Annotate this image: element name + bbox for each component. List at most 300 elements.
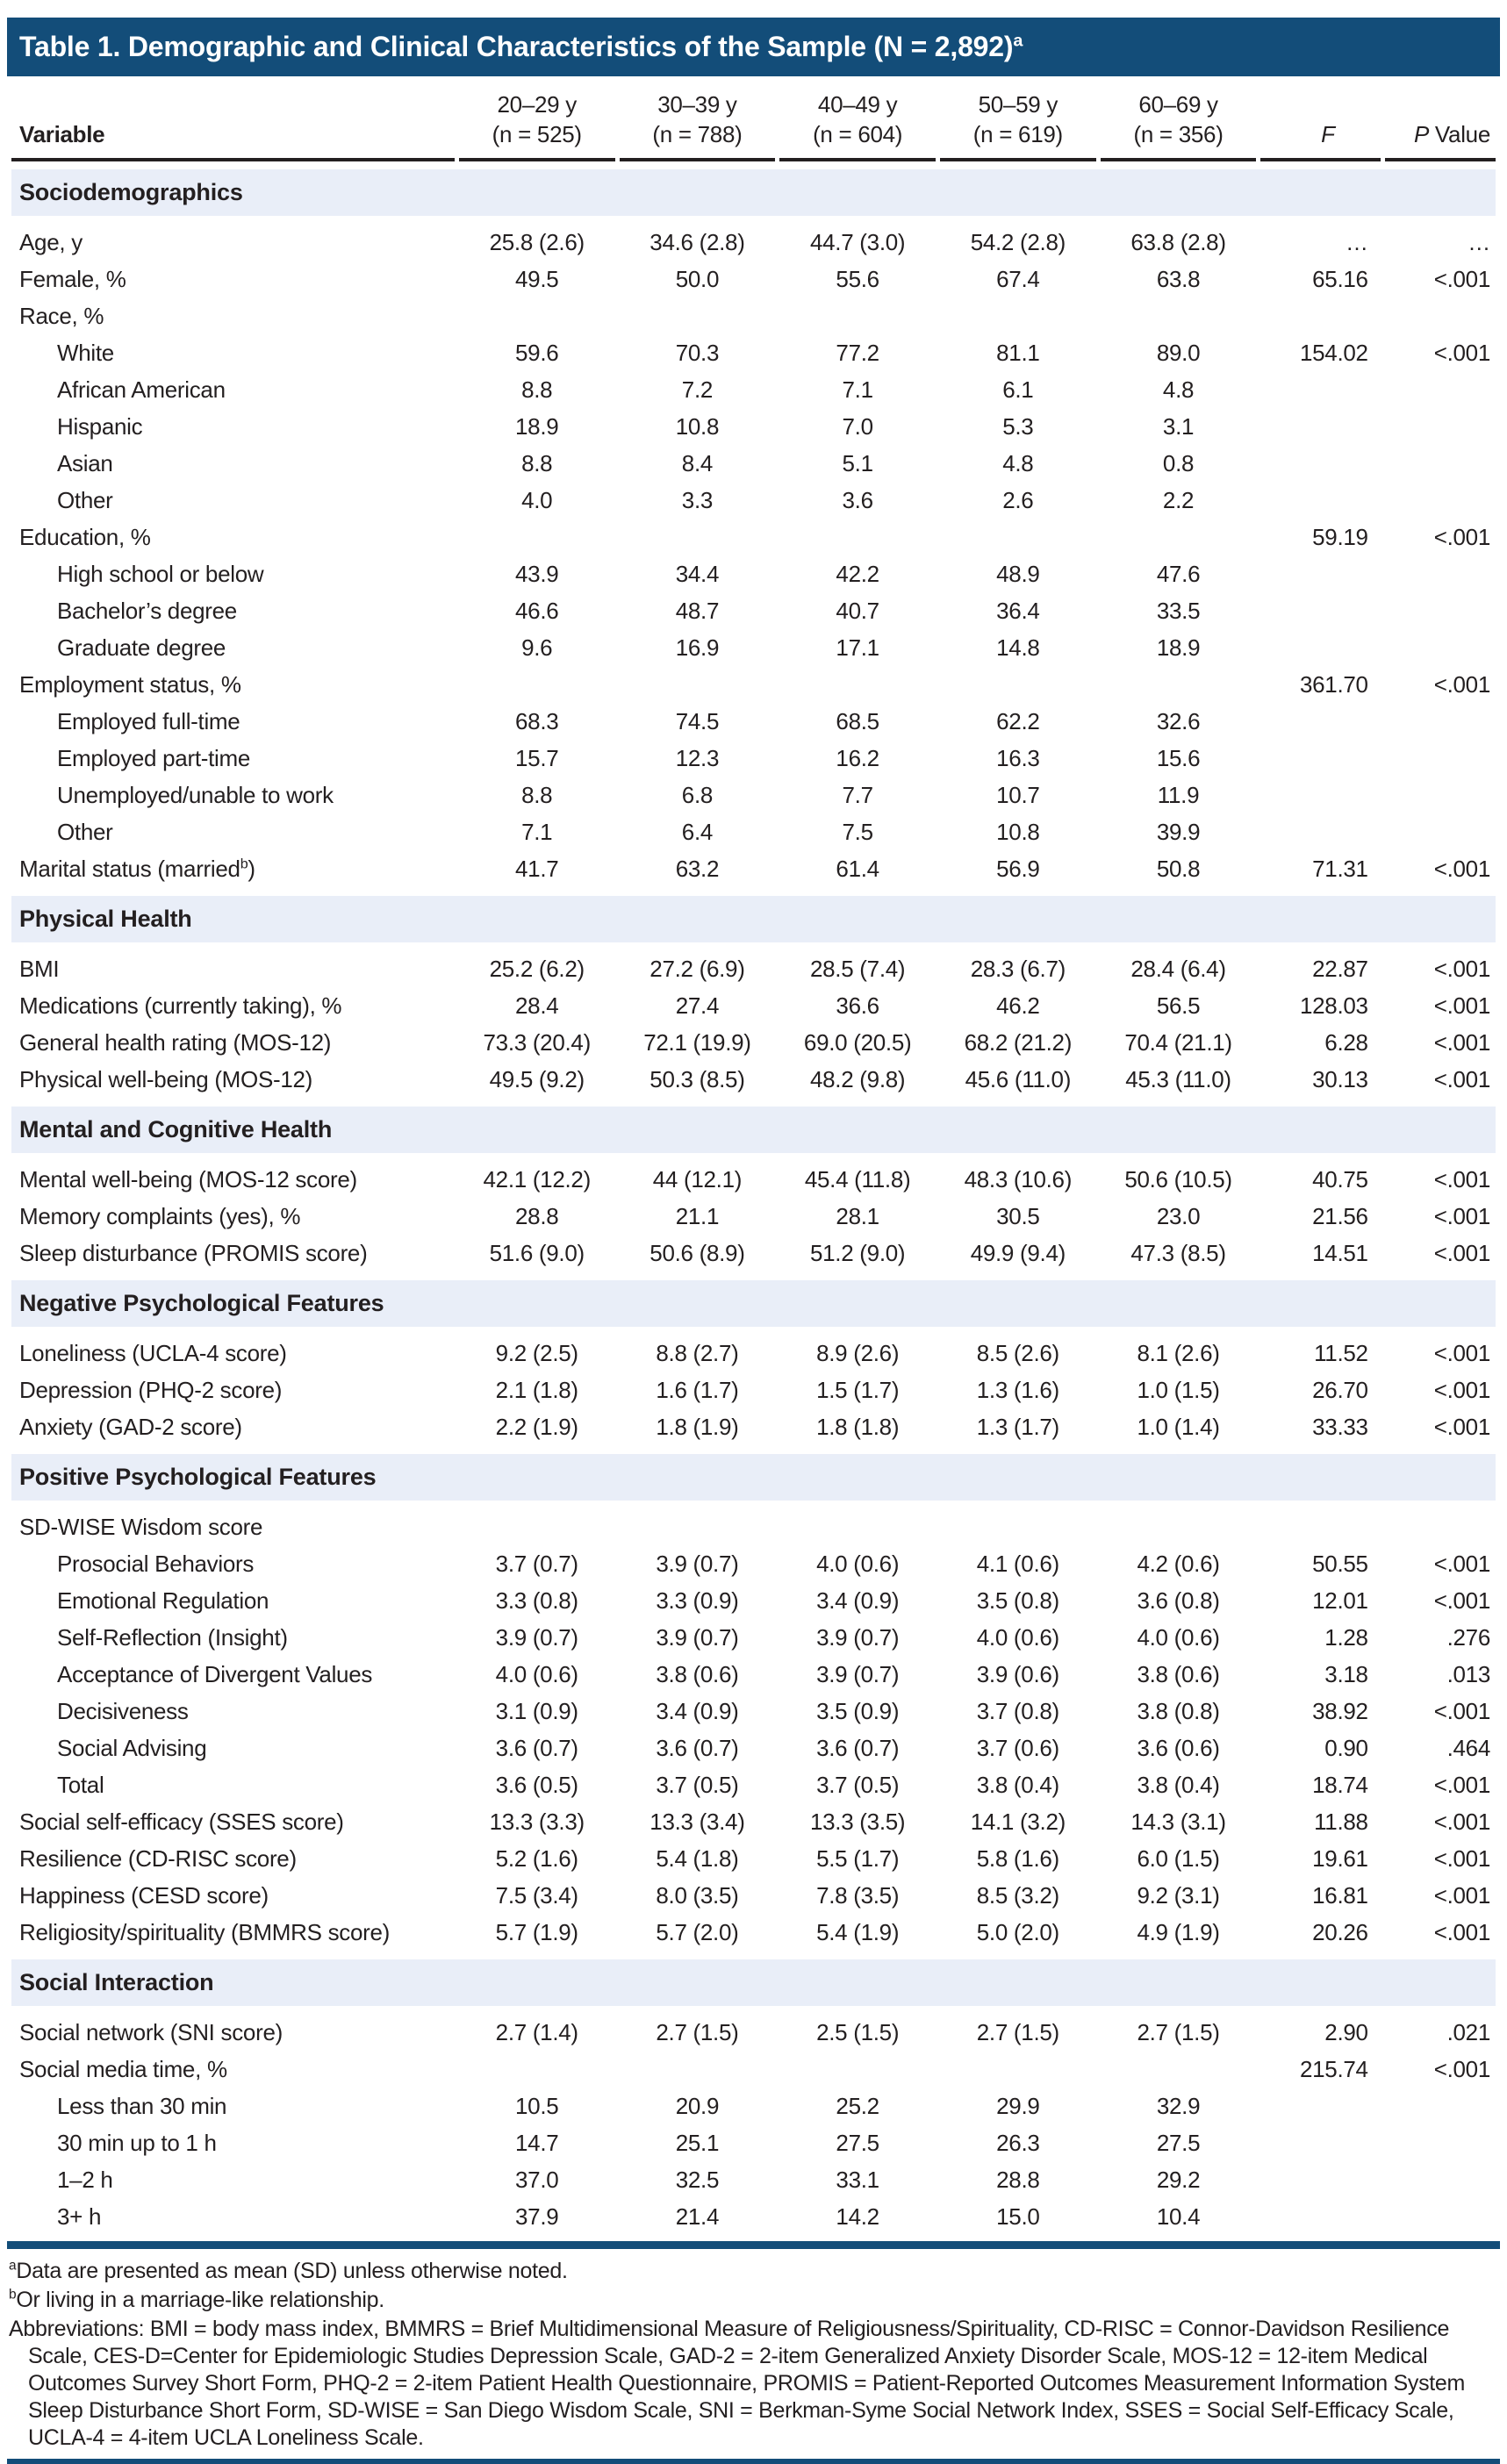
f-statistic-cell bbox=[1260, 593, 1380, 630]
value-cell: 3.7 (0.7) bbox=[495, 1550, 578, 1577]
p-value-cell bbox=[1385, 446, 1496, 483]
value-cell: 68.5 bbox=[836, 707, 879, 734]
row-label: Female, % bbox=[19, 265, 126, 292]
value-cell: 4.0 (0.6) bbox=[816, 1550, 900, 1577]
table-row bbox=[11, 593, 1496, 630]
value-cell: 8.9 (2.6) bbox=[816, 1339, 900, 1366]
row-label: Self-Reflection (Insight) bbox=[57, 1623, 288, 1651]
section-label: Negative Psychological Features bbox=[11, 1272, 1496, 1336]
f-statistic-cell bbox=[1260, 483, 1380, 519]
table-title: Table 1. Demographic and Clinical Characteristics of the Sample (N = 2,892)$^a$ bbox=[19, 31, 1023, 62]
p-italic: P bbox=[1413, 120, 1429, 147]
value-cell: 21.1 bbox=[675, 1202, 720, 1229]
row-label: Graduate degree bbox=[57, 634, 226, 661]
value-cell: 51.2 (9.0) bbox=[809, 1239, 906, 1266]
f-statistic-cell: 19.61 bbox=[1312, 1844, 1368, 1872]
value-cell: 36.6 bbox=[836, 992, 879, 1019]
p-value-cell: <.001 bbox=[1433, 1376, 1490, 1403]
value-cell: 3.6 (0.7) bbox=[816, 1734, 900, 1761]
value-cell: 16.2 bbox=[836, 744, 879, 771]
row-label: Bachelor’s degree bbox=[57, 597, 237, 624]
row-label: Decisiveness bbox=[57, 1697, 189, 1724]
section-row bbox=[11, 161, 1496, 225]
f-statistic-cell bbox=[1260, 372, 1380, 409]
table-bottom-rule bbox=[7, 2241, 1500, 2249]
value-cell: 14.7 bbox=[515, 2129, 559, 2156]
value-cell: 41.7 bbox=[515, 855, 559, 882]
value-cell: 5.7 (2.0) bbox=[656, 1918, 739, 1945]
p-value-cell: <.001 bbox=[1433, 1808, 1490, 1835]
f-statistic-cell: … bbox=[1346, 228, 1368, 255]
value-cell: 54.2 (2.8) bbox=[970, 228, 1066, 255]
table-row bbox=[11, 1372, 1496, 1409]
table-row bbox=[11, 667, 1496, 704]
age-range-label: 30–39 y bbox=[657, 91, 737, 118]
value-cell: 29.9 bbox=[996, 2092, 1040, 2119]
p-value-cell bbox=[1385, 704, 1496, 741]
p-value-cell: <.001 bbox=[1433, 670, 1490, 698]
table-row bbox=[11, 2162, 1496, 2199]
table-row bbox=[11, 446, 1496, 483]
f-statistic-cell: 21.56 bbox=[1312, 1202, 1368, 1229]
value-cell: 10.8 bbox=[675, 412, 720, 440]
table-title-bar bbox=[7, 18, 1500, 76]
value-cell: 42.1 (12.2) bbox=[483, 1165, 591, 1193]
value-cell: 70.3 bbox=[675, 339, 720, 366]
value-cell: 2.7 (1.5) bbox=[976, 2018, 1059, 2045]
value-cell: 3.6 (0.6) bbox=[1137, 1734, 1220, 1761]
value-cell: 10.8 bbox=[996, 818, 1040, 845]
value-cell: 45.6 (11.0) bbox=[965, 1065, 1072, 1092]
value-cell: 32.6 bbox=[1156, 707, 1201, 734]
value-cell: 3.7 (0.6) bbox=[976, 1734, 1059, 1761]
f-statistic-cell: 38.92 bbox=[1312, 1697, 1368, 1724]
p-value-cell bbox=[1385, 630, 1496, 667]
value-cell: 29.2 bbox=[1156, 2166, 1201, 2193]
value-cell: 51.6 (9.0) bbox=[489, 1239, 585, 1266]
value-cell: 8.8 bbox=[521, 376, 553, 403]
row-label: 30 min up to 1 h bbox=[57, 2129, 217, 2156]
value-cell: 13.3 (3.5) bbox=[809, 1808, 906, 1835]
p-value-cell: <.001 bbox=[1433, 1844, 1490, 1872]
value-cell: 59.6 bbox=[515, 339, 559, 366]
value-cell: 3.7 (0.5) bbox=[816, 1771, 900, 1798]
value-cell: 1.0 (1.4) bbox=[1137, 1413, 1220, 1440]
value-cell: 3.6 bbox=[842, 486, 873, 513]
table-row bbox=[11, 1620, 1496, 1657]
value-cell: 32.5 bbox=[675, 2166, 720, 2193]
row-label: Prosocial Behaviors bbox=[57, 1550, 255, 1577]
value-cell: 2.7 (1.4) bbox=[495, 2018, 578, 2045]
value-cell: 3.8 (0.8) bbox=[1137, 1697, 1220, 1724]
value-cell: 3.4 (0.9) bbox=[816, 1587, 900, 1614]
f-statistic-cell: 12.01 bbox=[1312, 1587, 1368, 1614]
value-cell: 3.7 (0.8) bbox=[976, 1697, 1059, 1724]
value-cell: 3.9 (0.6) bbox=[976, 1660, 1059, 1687]
p-value-cell: … bbox=[1468, 228, 1490, 255]
table-row bbox=[11, 1694, 1496, 1730]
footnote-abbreviations: Abbreviations: BMI = body mass index, BMMRS = Brief Multidimensional Measure of Religiousness/Spirituality, CD-RISC = Connor-Davidson Resilience Scale, CES-D=Center for Epidemiologic Studies Depression Scale, GAD-2 = 2-item Generalized Anxiety Disorder Scale, MOS-12 = 12-item Medical Outcomes Survey Short Form, PHQ-2 = 2-item Patient Health Questionnaire, PROMIS = Patient-Reported Outcomes Measurement Information System Sleep Disturbance Short Form, SD-WISE = San Diego Wisdom Scale, SNI = Berkman-Syme Social Network Index, SSES = Social Self-Efficacy Scale, UCLA-4 = 4-item UCLA Loneliness Scale. bbox=[9, 2316, 1466, 2450]
value-cell: 6.8 bbox=[681, 781, 714, 808]
value-cell: 8.5 (3.2) bbox=[976, 1881, 1059, 1909]
value-cell: 69.0 (20.5) bbox=[803, 1028, 912, 1056]
table-row bbox=[11, 704, 1496, 741]
value-cell: 15.0 bbox=[996, 2203, 1040, 2230]
value-cell: 63.8 bbox=[1156, 265, 1201, 292]
p-value-cell: <.001 bbox=[1433, 1165, 1490, 1193]
table-row bbox=[11, 409, 1496, 446]
value-cell: 89.0 bbox=[1156, 339, 1201, 366]
value-cell: 1.8 (1.8) bbox=[816, 1413, 900, 1440]
table-row bbox=[11, 298, 1496, 335]
age-range-label: 50–59 y bbox=[978, 91, 1058, 118]
value-cell: 47.3 (8.5) bbox=[1130, 1239, 1226, 1266]
value-cell: 5.8 (1.6) bbox=[976, 1844, 1059, 1872]
value-cell: 25.2 (6.2) bbox=[489, 955, 585, 982]
f-statistic-cell bbox=[1260, 2199, 1380, 2236]
value-cell: 5.4 (1.8) bbox=[656, 1844, 739, 1872]
p-value-cell: <.001 bbox=[1433, 1550, 1490, 1577]
value-cell: 1.5 (1.7) bbox=[816, 1376, 900, 1403]
value-cell: 3.8 (0.4) bbox=[1137, 1771, 1220, 1798]
table-row bbox=[11, 483, 1496, 519]
table-row bbox=[11, 519, 1496, 556]
value-cell: 3.3 (0.9) bbox=[656, 1587, 739, 1614]
p-value-cell: .276 bbox=[1446, 1623, 1490, 1651]
table-row bbox=[11, 1546, 1496, 1583]
table-row bbox=[11, 1025, 1496, 1062]
value-cell: 3.8 (0.6) bbox=[1137, 1660, 1220, 1687]
value-cell: 43.9 bbox=[515, 560, 559, 587]
value-cell: 3.5 (0.8) bbox=[976, 1587, 1059, 1614]
value-cell: 13.3 (3.3) bbox=[489, 1808, 585, 1835]
value-cell: 56.5 bbox=[1156, 992, 1201, 1019]
value-cell bbox=[940, 2052, 1096, 2088]
row-label: Happiness (CESD score) bbox=[19, 1881, 269, 1909]
value-cell: 27.2 (6.9) bbox=[649, 955, 745, 982]
table-row bbox=[11, 630, 1496, 667]
footnote-b: $^b$Or living in a marriage-like relationship. bbox=[9, 2287, 384, 2312]
f-statistic-cell: 11.88 bbox=[1314, 1808, 1368, 1835]
value-cell: 5.5 (1.7) bbox=[816, 1844, 900, 1872]
table-body bbox=[11, 161, 1496, 2236]
value-cell: 3.9 (0.7) bbox=[656, 1623, 739, 1651]
value-cell: 50.0 bbox=[675, 265, 720, 292]
table-row bbox=[11, 2052, 1496, 2088]
value-cell: 37.0 bbox=[515, 2166, 559, 2193]
p-value-cell bbox=[1385, 556, 1496, 593]
f-statistic-cell: 40.75 bbox=[1312, 1165, 1368, 1193]
f-statistic-cell bbox=[1260, 741, 1380, 777]
value-cell: 72.1 (19.9) bbox=[643, 1028, 751, 1056]
value-cell bbox=[940, 298, 1096, 335]
value-cell: 16.3 bbox=[996, 744, 1040, 771]
value-cell bbox=[620, 519, 776, 556]
value-cell: 81.1 bbox=[996, 339, 1040, 366]
table-row bbox=[11, 556, 1496, 593]
value-cell: 7.1 bbox=[842, 376, 873, 403]
column-header-age-50-59 bbox=[940, 76, 1096, 161]
value-cell: 7.8 (3.5) bbox=[816, 1881, 900, 1909]
value-cell: 33.5 bbox=[1156, 597, 1201, 624]
table-row bbox=[11, 1199, 1496, 1236]
value-cell: 8.5 (2.6) bbox=[976, 1339, 1059, 1366]
value-cell: 1.0 (1.5) bbox=[1137, 1376, 1220, 1403]
value-cell: 63.8 (2.8) bbox=[1130, 228, 1226, 255]
value-cell: 7.5 (3.4) bbox=[495, 1881, 578, 1909]
row-label: Acceptance of Divergent Values bbox=[57, 1660, 373, 1687]
value-cell bbox=[459, 1509, 615, 1546]
row-label: High school or below bbox=[57, 560, 264, 587]
value-cell: 68.2 (21.2) bbox=[964, 1028, 1073, 1056]
p-value-cell bbox=[1385, 814, 1496, 851]
sample-size-label: (n = 525) bbox=[492, 120, 582, 147]
section-row bbox=[11, 1446, 1496, 1509]
age-range-label: 60–69 y bbox=[1138, 91, 1218, 118]
value-cell bbox=[459, 298, 615, 335]
f-statistic-cell: 154.02 bbox=[1299, 339, 1368, 366]
value-cell bbox=[620, 1509, 776, 1546]
f-statistic-cell: 30.13 bbox=[1312, 1065, 1368, 1092]
value-cell: 25.8 (2.6) bbox=[489, 228, 585, 255]
row-label: SD-WISE Wisdom score bbox=[19, 1513, 263, 1540]
value-cell: 2.5 (1.5) bbox=[816, 2018, 900, 2045]
table-row bbox=[11, 741, 1496, 777]
value-cell: 2.1 (1.8) bbox=[495, 1376, 578, 1403]
value-cell: 3.6 (0.8) bbox=[1137, 1587, 1220, 1614]
value-cell: 61.4 bbox=[836, 855, 879, 882]
p-value-cell: <.001 bbox=[1433, 955, 1490, 982]
value-cell: 1.3 (1.7) bbox=[976, 1413, 1059, 1440]
p-value-cell: <.001 bbox=[1433, 1065, 1490, 1092]
value-cell: 25.2 bbox=[836, 2092, 879, 2119]
table-row bbox=[11, 2199, 1496, 2236]
row-label: Asian bbox=[57, 449, 113, 476]
value-cell bbox=[459, 519, 615, 556]
value-cell: 3.6 (0.5) bbox=[495, 1771, 578, 1798]
value-cell: 44 (12.1) bbox=[652, 1165, 743, 1193]
value-cell bbox=[779, 667, 936, 704]
row-label: Emotional Regulation bbox=[57, 1587, 269, 1614]
value-cell: 27.5 bbox=[1156, 2129, 1201, 2156]
p-value-cell bbox=[1385, 298, 1496, 335]
f-statistic-cell: 71.31 bbox=[1312, 855, 1368, 882]
table-row bbox=[11, 988, 1496, 1025]
value-cell: 14.1 (3.2) bbox=[970, 1808, 1066, 1835]
value-cell: 2.7 (1.5) bbox=[656, 2018, 739, 2045]
p-value-cell: <.001 bbox=[1433, 2055, 1490, 2082]
value-cell: 48.9 bbox=[996, 560, 1040, 587]
row-label: Other bbox=[57, 486, 113, 513]
p-rest: Value bbox=[1429, 120, 1490, 147]
value-cell: 4.0 (0.6) bbox=[1137, 1623, 1220, 1651]
value-cell: 5.4 (1.9) bbox=[816, 1918, 900, 1945]
f-statistic-cell bbox=[1260, 409, 1380, 446]
value-cell: 3.8 (0.6) bbox=[656, 1660, 739, 1687]
sample-size-label: (n = 619) bbox=[972, 120, 1063, 147]
value-cell: 8.8 bbox=[521, 449, 553, 476]
value-cell: 49.5 bbox=[515, 265, 559, 292]
p-value-cell: <.001 bbox=[1433, 1239, 1490, 1266]
value-cell: 15.7 bbox=[515, 744, 559, 771]
value-cell: 14.2 bbox=[836, 2203, 879, 2230]
value-cell: 32.9 bbox=[1156, 2092, 1201, 2119]
value-cell: 3.1 bbox=[1162, 412, 1195, 440]
f-statistic-cell bbox=[1260, 556, 1380, 593]
row-label: Race, % bbox=[19, 302, 104, 329]
value-cell: 3.3 (0.8) bbox=[495, 1587, 578, 1614]
row-label: Marital status (married$^b$) bbox=[19, 855, 255, 882]
value-cell: 7.7 bbox=[842, 781, 873, 808]
value-cell: 28.5 (7.4) bbox=[809, 955, 906, 982]
value-cell: 49.9 (9.4) bbox=[970, 1239, 1066, 1266]
sample-size-label: (n = 604) bbox=[813, 120, 903, 147]
section-label: Sociodemographics bbox=[11, 161, 1496, 225]
row-label: Medications (currently taking), % bbox=[19, 992, 342, 1019]
row-label: Less than 30 min bbox=[57, 2092, 227, 2119]
f-statistic-cell: 3.18 bbox=[1324, 1660, 1368, 1687]
value-cell bbox=[620, 298, 776, 335]
column-header-age-40-49 bbox=[779, 76, 936, 161]
row-label: Depression (PHQ-2 score) bbox=[19, 1376, 283, 1403]
table-row bbox=[11, 777, 1496, 814]
sample-size-label: (n = 356) bbox=[1133, 120, 1224, 147]
value-cell: 62.2 bbox=[996, 707, 1040, 734]
value-cell: 34.6 (2.8) bbox=[649, 228, 745, 255]
value-cell bbox=[620, 2052, 776, 2088]
value-cell: 2.2 (1.9) bbox=[495, 1413, 578, 1440]
table-row bbox=[11, 1767, 1496, 1804]
table-row bbox=[11, 1878, 1496, 1915]
value-cell: 55.6 bbox=[836, 265, 879, 292]
table-row bbox=[11, 1509, 1496, 1546]
table-row bbox=[11, 1336, 1496, 1372]
table-row bbox=[11, 261, 1496, 298]
f-statistic-cell: 65.16 bbox=[1312, 265, 1368, 292]
f-statistic-cell: 0.90 bbox=[1324, 1734, 1368, 1761]
value-cell: 70.4 (21.1) bbox=[1124, 1028, 1232, 1056]
f-statistic-cell bbox=[1260, 2088, 1380, 2125]
value-cell: 27.4 bbox=[675, 992, 720, 1019]
f-statistic-cell bbox=[1260, 2162, 1380, 2199]
value-cell bbox=[459, 2052, 615, 2088]
value-cell: 14.8 bbox=[996, 634, 1040, 661]
row-label: Employment status, % bbox=[19, 670, 241, 698]
p-value-cell: <.001 bbox=[1433, 1881, 1490, 1909]
column-header-variable: Variable bbox=[11, 76, 455, 161]
f-statistic-cell: 1.28 bbox=[1324, 1623, 1368, 1651]
table-row bbox=[11, 814, 1496, 851]
value-cell: 2.7 (1.5) bbox=[1137, 2018, 1220, 2045]
value-cell: 3.9 (0.7) bbox=[495, 1623, 578, 1651]
value-cell: 28.8 bbox=[515, 1202, 559, 1229]
value-cell: 2.2 bbox=[1162, 486, 1195, 513]
value-cell: 7.1 bbox=[521, 818, 553, 845]
value-cell bbox=[459, 667, 615, 704]
value-cell: 50.6 (8.9) bbox=[649, 1239, 745, 1266]
f-statistic-cell: 26.70 bbox=[1312, 1376, 1368, 1403]
p-value-cell: <.001 bbox=[1433, 1413, 1490, 1440]
value-cell: 4.8 bbox=[1162, 376, 1195, 403]
value-cell: 50.8 bbox=[1156, 855, 1201, 882]
value-cell: 4.0 (0.6) bbox=[495, 1660, 578, 1687]
row-label: Total bbox=[57, 1771, 104, 1798]
value-cell: 3.9 (0.7) bbox=[816, 1660, 900, 1687]
value-cell: 8.4 bbox=[681, 449, 714, 476]
f-statistic-cell: 22.87 bbox=[1312, 955, 1368, 982]
value-cell: 6.0 (1.5) bbox=[1137, 1844, 1220, 1872]
row-label: Resilience (CD-RISC score) bbox=[19, 1844, 297, 1872]
p-value-cell: .021 bbox=[1446, 2018, 1490, 2045]
p-value-cell bbox=[1385, 409, 1496, 446]
value-cell: 12.3 bbox=[675, 744, 720, 771]
f-statistic-cell bbox=[1260, 298, 1380, 335]
value-cell: 5.1 bbox=[842, 449, 873, 476]
row-label: White bbox=[57, 339, 114, 366]
f-statistic-cell bbox=[1260, 630, 1380, 667]
value-cell: 0.8 bbox=[1162, 449, 1195, 476]
row-label: Other bbox=[57, 818, 113, 845]
value-cell: 5.0 (2.0) bbox=[976, 1918, 1059, 1945]
value-cell: 5.7 (1.9) bbox=[495, 1918, 578, 1945]
row-label: Employed part-time bbox=[57, 744, 251, 771]
column-header-age-60-69 bbox=[1101, 76, 1257, 161]
row-label: Education, % bbox=[19, 523, 151, 550]
value-cell: 46.6 bbox=[515, 597, 559, 624]
table-row bbox=[11, 1409, 1496, 1446]
p-value-cell: <.001 bbox=[1433, 1918, 1490, 1945]
value-cell: 28.4 bbox=[515, 992, 559, 1019]
value-cell: 5.2 (1.6) bbox=[495, 1844, 578, 1872]
table-row bbox=[11, 225, 1496, 261]
value-cell: 50.6 (10.5) bbox=[1124, 1165, 1232, 1193]
value-cell bbox=[779, 298, 936, 335]
value-cell: 3.6 (0.7) bbox=[656, 1734, 739, 1761]
row-label: Hispanic bbox=[57, 412, 143, 440]
row-label: Social Advising bbox=[57, 1734, 207, 1761]
row-label: African American bbox=[57, 376, 226, 403]
table-row bbox=[11, 851, 1496, 888]
column-header-f-statistic: F bbox=[1260, 76, 1380, 161]
value-cell: 1.6 (1.7) bbox=[656, 1376, 739, 1403]
table-row bbox=[11, 2088, 1496, 2125]
value-cell: 30.5 bbox=[996, 1202, 1040, 1229]
value-cell: 5.3 bbox=[1002, 412, 1034, 440]
value-cell: 27.5 bbox=[836, 2129, 879, 2156]
value-cell: 33.1 bbox=[836, 2166, 879, 2193]
p-value-cell: <.001 bbox=[1433, 523, 1490, 550]
p-value-cell bbox=[1385, 2162, 1496, 2199]
value-cell: 48.7 bbox=[675, 597, 720, 624]
value-cell: 37.9 bbox=[515, 2203, 559, 2230]
value-cell: 49.5 (9.2) bbox=[489, 1065, 585, 1092]
section-label: Social Interaction bbox=[11, 1952, 1496, 2015]
value-cell: 3.3 bbox=[681, 486, 714, 513]
section-label: Mental and Cognitive Health bbox=[11, 1099, 1496, 1162]
value-cell: 3.6 (0.7) bbox=[495, 1734, 578, 1761]
value-cell: 8.8 bbox=[521, 781, 553, 808]
value-cell: 26.3 bbox=[996, 2129, 1040, 2156]
f-statistic-cell: 6.28 bbox=[1324, 1028, 1368, 1056]
value-cell: 4.0 (0.6) bbox=[976, 1623, 1059, 1651]
p-value-cell bbox=[1385, 741, 1496, 777]
value-cell: 10.5 bbox=[515, 2092, 559, 2119]
value-cell: 44.7 (3.0) bbox=[809, 228, 906, 255]
value-cell: 8.0 (3.5) bbox=[656, 1881, 739, 1909]
p-value-cell: <.001 bbox=[1433, 1697, 1490, 1724]
column-header-p-value bbox=[1385, 76, 1496, 161]
value-cell: 45.4 (11.8) bbox=[804, 1165, 911, 1193]
